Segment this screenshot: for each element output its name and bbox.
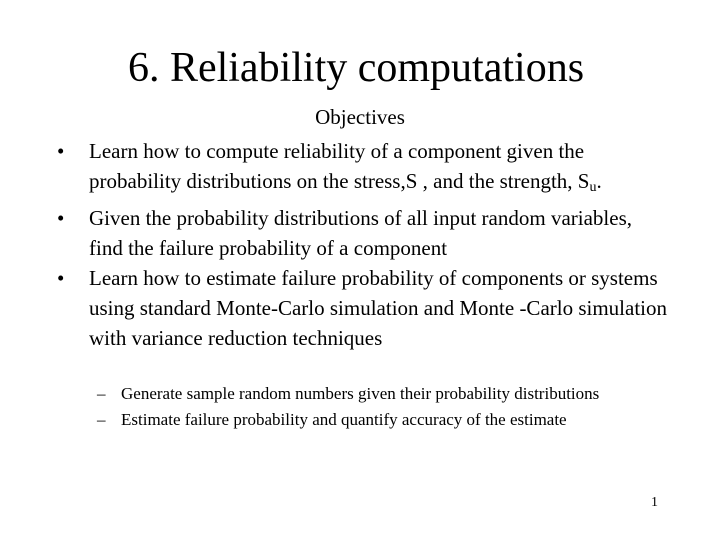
bullet-item <box>0 136 669 203</box>
bullet-text: Learn how to compute reliability of a component given the probability distributions on the stress,S , and the strength, S <box>89 139 590 193</box>
bullet-text-end: . <box>596 169 602 193</box>
bullet-marker: • <box>57 266 65 290</box>
sub-bullet-text: Estimate failure probability and quantify accuracy of the estimate <box>121 410 567 429</box>
sub-bullet-list <box>0 383 720 435</box>
page-number: 1 <box>651 495 658 510</box>
slide-title: 6. Reliability computations <box>127 45 585 91</box>
bullet-item <box>0 203 669 263</box>
bullet-list <box>0 136 720 353</box>
slide-subtitle: Objectives <box>315 105 405 129</box>
bullet-text: Learn how to estimate failure probability of components or systems using standard Monte-Carlo simulation and Monte -Carlo simulation with variance reduction techniques <box>89 266 668 350</box>
sub-bullet-marker: – <box>97 384 106 403</box>
bullet-subscript: u <box>589 180 597 195</box>
bullet-item <box>0 263 669 353</box>
bullet-text: Given the probability distributions of all input random variables, find the failure probability of a component <box>89 206 632 260</box>
sub-bullet-marker: – <box>97 410 106 429</box>
bullet-marker: • <box>57 139 65 163</box>
sub-bullet-item <box>0 409 661 431</box>
sub-bullet-text: Generate sample random numbers given their probability distributions <box>121 384 600 403</box>
bullet-marker: • <box>57 206 65 230</box>
sub-bullet-item <box>0 383 661 405</box>
